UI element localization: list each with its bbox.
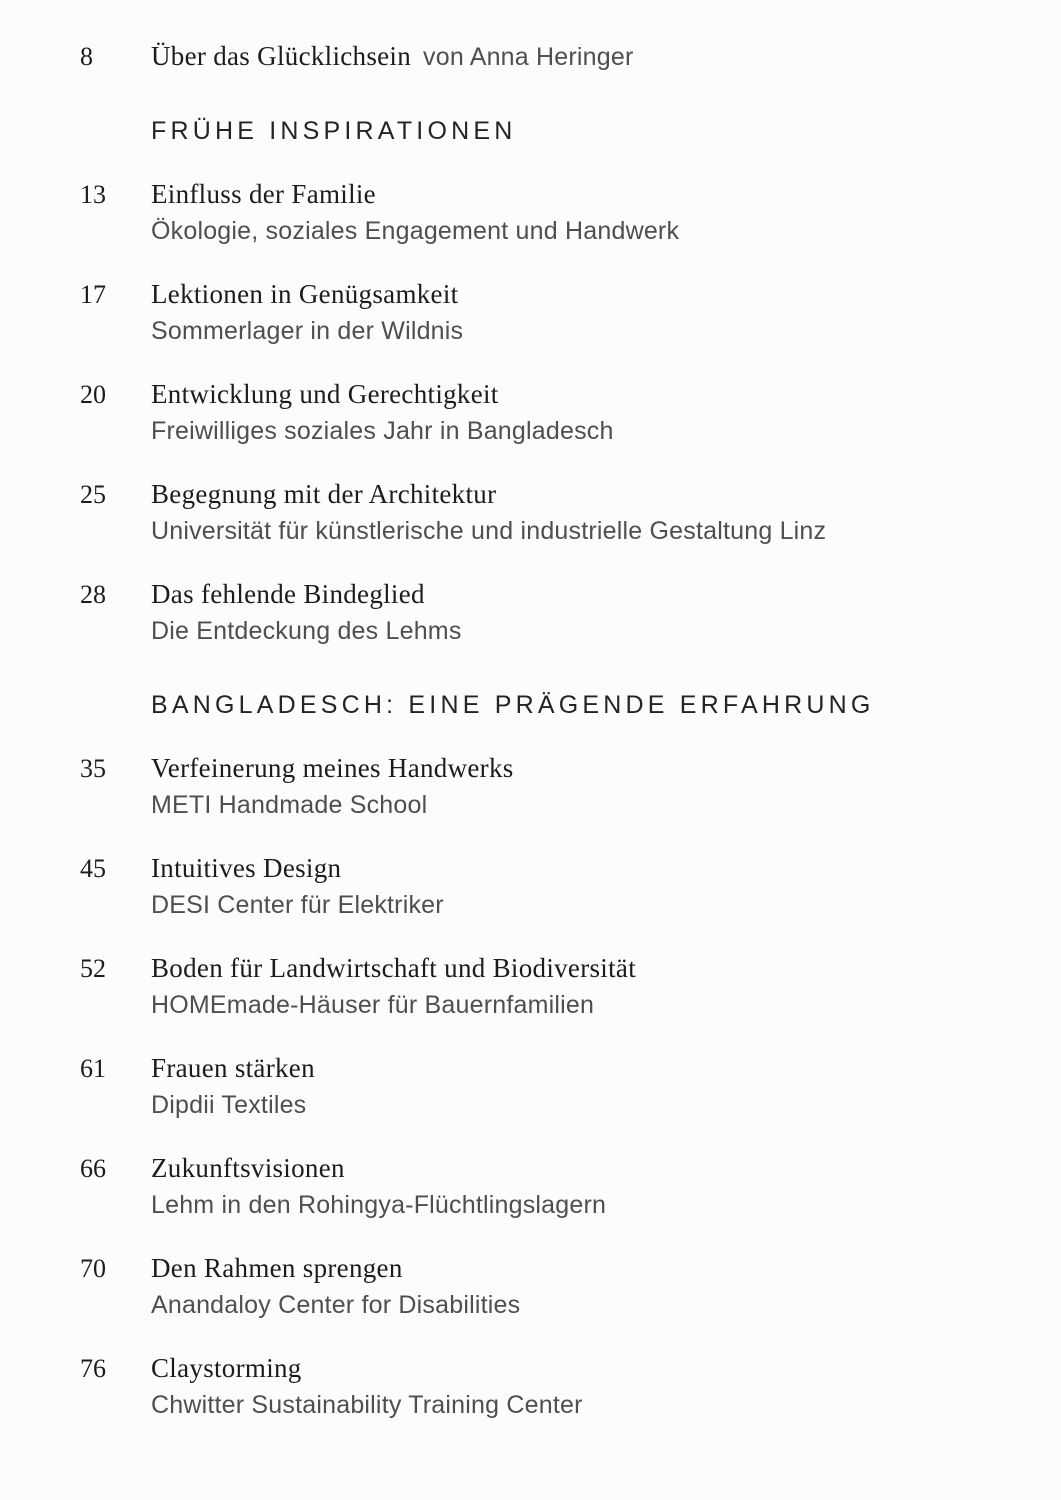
page-number: 66 [80, 1154, 106, 1183]
toc-entry [80, 576, 1021, 650]
chapter-title: Über das Glücklichsein [151, 41, 412, 71]
toc-entry-text [151, 176, 679, 250]
toc-entry [80, 376, 1021, 450]
chapter-title-line [151, 38, 634, 76]
chapter-subtitle: Die Entdeckung des Lehms [151, 617, 462, 645]
chapter-title: Claystorming [151, 1353, 302, 1383]
toc-entry [80, 850, 1021, 924]
toc-entry-text [151, 276, 463, 350]
chapter-title: Das fehlende Bindeglied [151, 579, 425, 609]
toc-entry [80, 1050, 1021, 1124]
chapter-subtitle: Chwitter Sustainability Training Center [151, 1391, 583, 1419]
page-number: 35 [80, 754, 106, 783]
chapter-title: Intuitives Design [151, 853, 342, 883]
toc-entry [80, 38, 1021, 76]
page-number: 13 [80, 180, 106, 209]
chapter-subtitle: DESI Center für Elektriker [151, 891, 444, 919]
page-number: 28 [80, 580, 106, 609]
chapter-title: Zukunftsvisionen [151, 1153, 345, 1183]
toc-entry [80, 176, 1021, 250]
chapter-title: Entwicklung und Gerechtigkeit [151, 379, 499, 409]
page-number: 61 [80, 1054, 106, 1083]
chapter-subtitle: METI Handmade School [151, 791, 428, 819]
section-heading: FRÜHE INSPIRATIONEN [151, 117, 517, 145]
toc-entry [80, 276, 1021, 350]
page-number: 52 [80, 954, 106, 983]
toc-entry-text [151, 576, 462, 650]
chapter-title: Frauen stärken [151, 1053, 315, 1083]
toc-entry [80, 1250, 1021, 1324]
toc-entry-text [151, 1250, 520, 1324]
toc-entry-text [151, 750, 514, 824]
toc-entry [80, 750, 1021, 824]
page-number: 20 [80, 380, 106, 409]
toc-entry-text [151, 1350, 583, 1424]
page-number: 17 [80, 280, 106, 309]
toc-entry [80, 1150, 1021, 1224]
toc-entry-text [151, 376, 614, 450]
chapter-subtitle: HOMEmade-Häuser für Bauernfamilien [151, 991, 595, 1019]
chapter-title: Den Rahmen sprengen [151, 1253, 403, 1283]
chapter-subtitle: Lehm in den Rohingya-Flüchtlingslagern [151, 1191, 607, 1219]
page-number: 70 [80, 1254, 106, 1283]
section-heading-row [80, 113, 1021, 150]
section-heading: BANGLADESCH: EINE PRÄGENDE ERFAHRUNG [151, 691, 875, 719]
page-number: 76 [80, 1354, 106, 1383]
toc-entry [80, 950, 1021, 1024]
chapter-subtitle: Dipdii Textiles [151, 1091, 307, 1119]
page-number: 25 [80, 480, 106, 509]
chapter-title: Boden für Landwirtschaft und Biodiversität [151, 953, 636, 983]
chapter-subtitle: Freiwilliges soziales Jahr in Bangladesch [151, 417, 614, 445]
section-heading-row [80, 687, 1021, 724]
toc-entry-text [151, 950, 636, 1024]
toc-entry [80, 1350, 1021, 1424]
page-number: 45 [80, 854, 106, 883]
chapter-subtitle: Ökologie, soziales Engagement und Handwerk [151, 217, 680, 245]
toc-entry-text [151, 1050, 315, 1124]
toc-entry-text [151, 38, 634, 76]
chapter-title: Verfeinerung meines Handwerks [151, 753, 514, 783]
chapter-title: Begegnung mit der Architektur [151, 479, 497, 509]
chapter-subtitle: Sommerlager in der Wildnis [151, 317, 464, 345]
toc-entry-text [151, 1150, 606, 1224]
toc-entry-text [151, 476, 826, 550]
chapter-title: Einfluss der Familie [151, 179, 376, 209]
toc-entry [80, 476, 1021, 550]
page-number: 8 [80, 42, 93, 71]
chapter-byline: von Anna Heringer [423, 43, 634, 71]
chapter-title: Lektionen in Genügsamkeit [151, 279, 459, 309]
chapter-subtitle: Anandaloy Center for Disabilities [151, 1291, 521, 1319]
chapter-subtitle: Universität für künstlerische und industrielle Gestaltung Linz [151, 517, 827, 545]
toc-entry-text [151, 850, 444, 924]
